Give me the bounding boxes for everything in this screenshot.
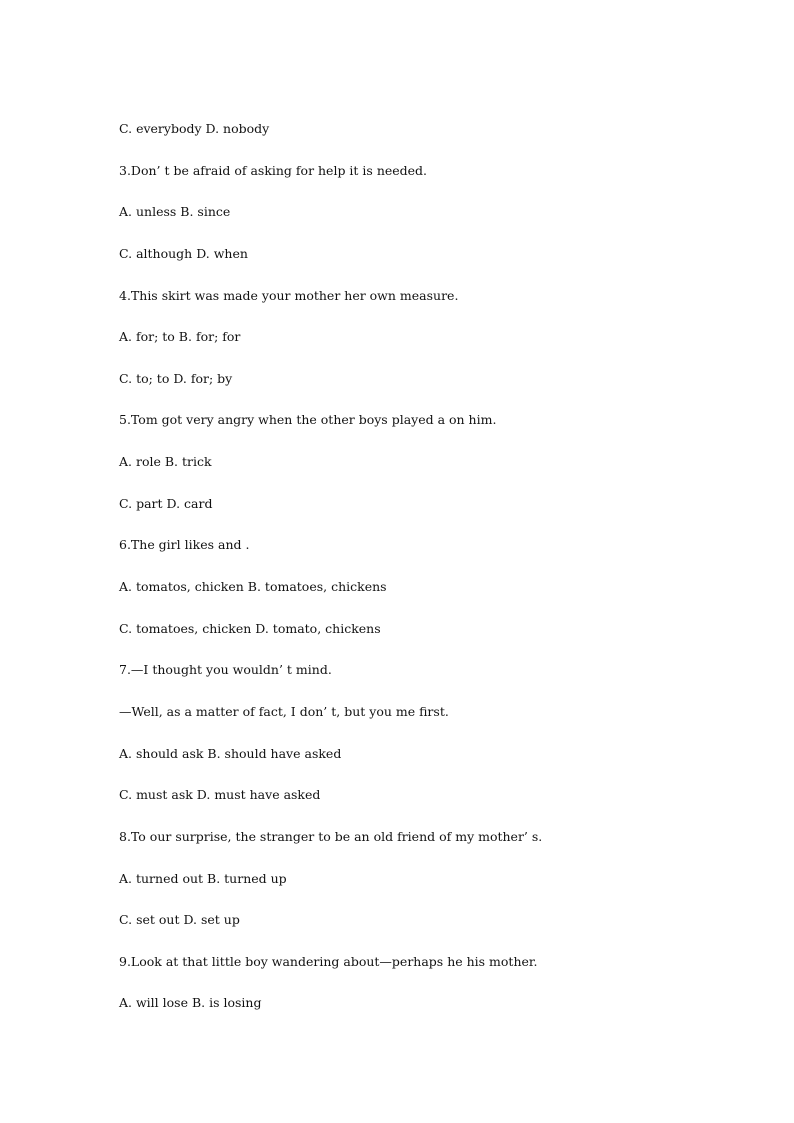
option-line: A. unless B. since (119, 204, 231, 220)
option-line: A. for; to B. for; for (119, 329, 241, 345)
option-line: C. part D. card (119, 495, 213, 511)
question-3: 3.Don’ t be afraid of asking for help it is needed. (119, 162, 428, 178)
option-line: A. tomatos, chicken B. tomatoes, chickens (119, 579, 387, 595)
option-line: A. will lose B. is losing (119, 995, 262, 1011)
question-5: 5.Tom got very angry when the other boys played a on him. (119, 412, 497, 428)
question-7-dialogue: —Well, as a matter of fact, I don’ t, but you me first. (119, 703, 449, 719)
question-6: 6.The girl likes and . (119, 537, 250, 553)
option-line: C. although D. when (119, 245, 248, 261)
question-8: 8.To our surprise, the stranger to be an old friend of my mother’ s. (119, 828, 543, 844)
option-line: A. role B. trick (119, 454, 212, 470)
option-line: A. should ask B. should have asked (119, 745, 342, 761)
option-line: C. to; to D. for; by (119, 370, 233, 386)
option-line: C. everybody D. nobody (119, 121, 270, 136)
option-line: A. turned out B. turned up (119, 870, 287, 886)
option-line: C. must ask D. must have asked (119, 787, 321, 803)
question-4: 4.This skirt was made your mother her own measure. (119, 287, 459, 303)
option-line: C. tomatoes, chicken D. tomato, chickens (119, 620, 381, 636)
document-body (119, 121, 719, 1037)
question-9: 9.Look at that little boy wandering about—perhaps he his mother. (119, 953, 538, 969)
option-line: C. set out D. set up (119, 912, 240, 928)
question-7: 7.—I thought you wouldn’ t mind. (119, 662, 332, 678)
